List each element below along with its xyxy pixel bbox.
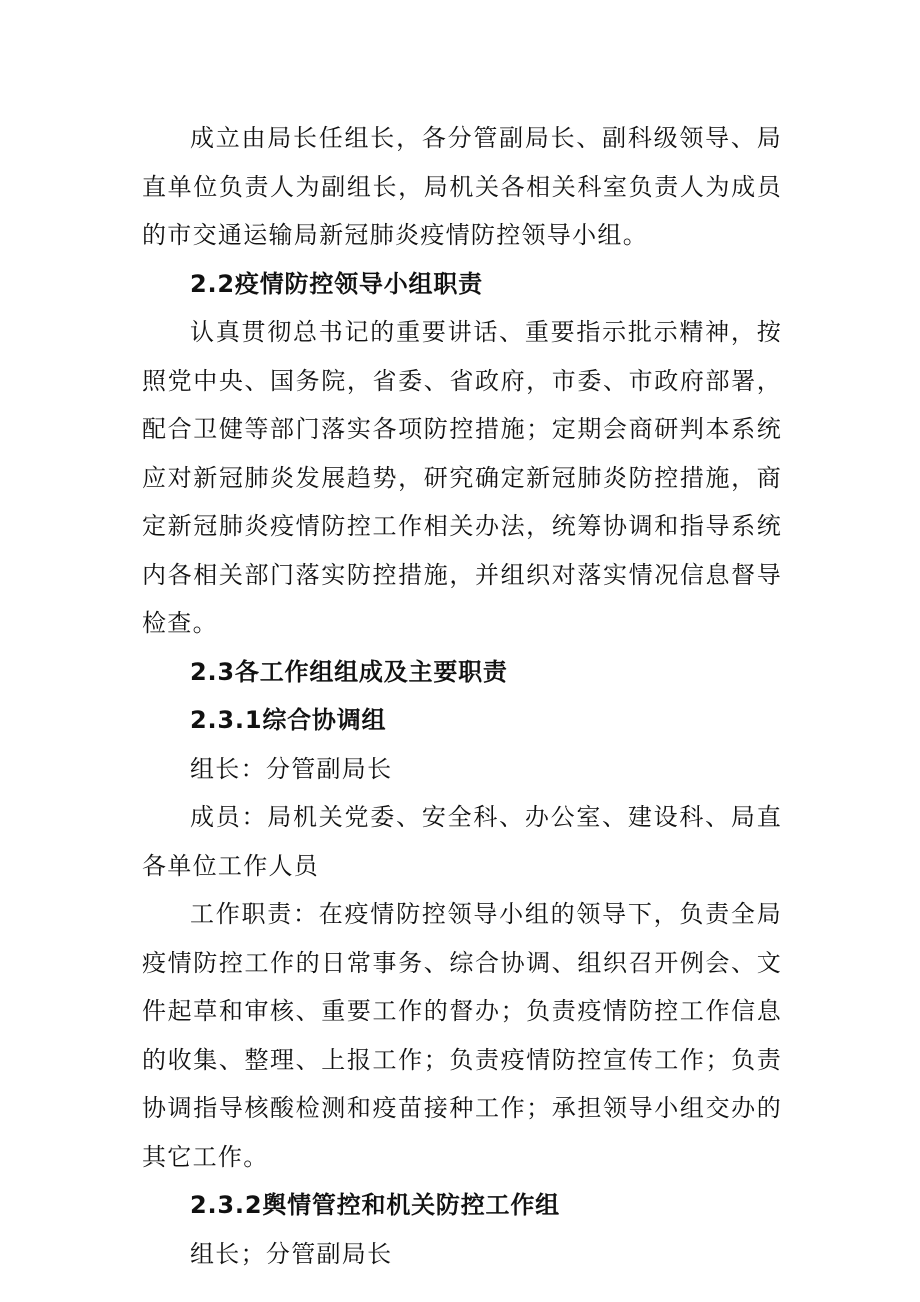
section-heading-2-3-2: 2.3.2舆情管控和机关防控工作组	[190, 1191, 560, 1219]
section-heading-2-3: 2.3各工作组组成及主要职责	[190, 657, 508, 686]
paragraph-leading-group-duties: 认真贯彻总书记的重要讲话、重要指示批示精神，按照党中央、国务院，省委、省政府，市委、市政府部署，配合卫健等部门落实各项防控措施；定期会商研判本系统应对新冠肺炎发展趋势，研究确定新冠肺炎防控措施，商定新冠肺炎疫情防控工作相关办法，统筹协调和指导系统内各相关部门落实防控措施，并组织对落实情况信息督导检查。	[142, 318, 782, 637]
section-heading-2-2: 2.2疫情防控领导小组职责	[190, 269, 483, 298]
section-heading-2-3-1: 2.3.1综合协调组	[190, 706, 387, 734]
document-body	[142, 114, 782, 1278]
paragraph-coordination-leader: 组长：分管副局长	[190, 754, 393, 783]
paragraph-public-opinion-leader: 组长；分管副局长	[190, 1239, 393, 1268]
paragraph-coordination-members: 成员：局机关党委、安全科、办公室、建设科、局直各单位工作人员	[142, 803, 782, 880]
paragraph-leading-group-composition: 成立由局长任组长，各分管副局长、副科级领导、局直单位负责人为副组长，局机关各相关科室负责人为成员的市交通运输局新冠肺炎疫情防控领导小组。	[142, 124, 782, 249]
paragraph-coordination-duties: 工作职责：在疫情防控领导小组的领导下，负责全局疫情防控工作的日常事务、综合协调、组织召开例会、文件起草和审核、重要工作的督办；负责疫情防控工作信息的收集、整理、上报工作；负责疫情防控宣传工作；负责协调指导核酸检测和疫苗接种工作；承担领导小组交办的其它工作。	[142, 900, 782, 1171]
